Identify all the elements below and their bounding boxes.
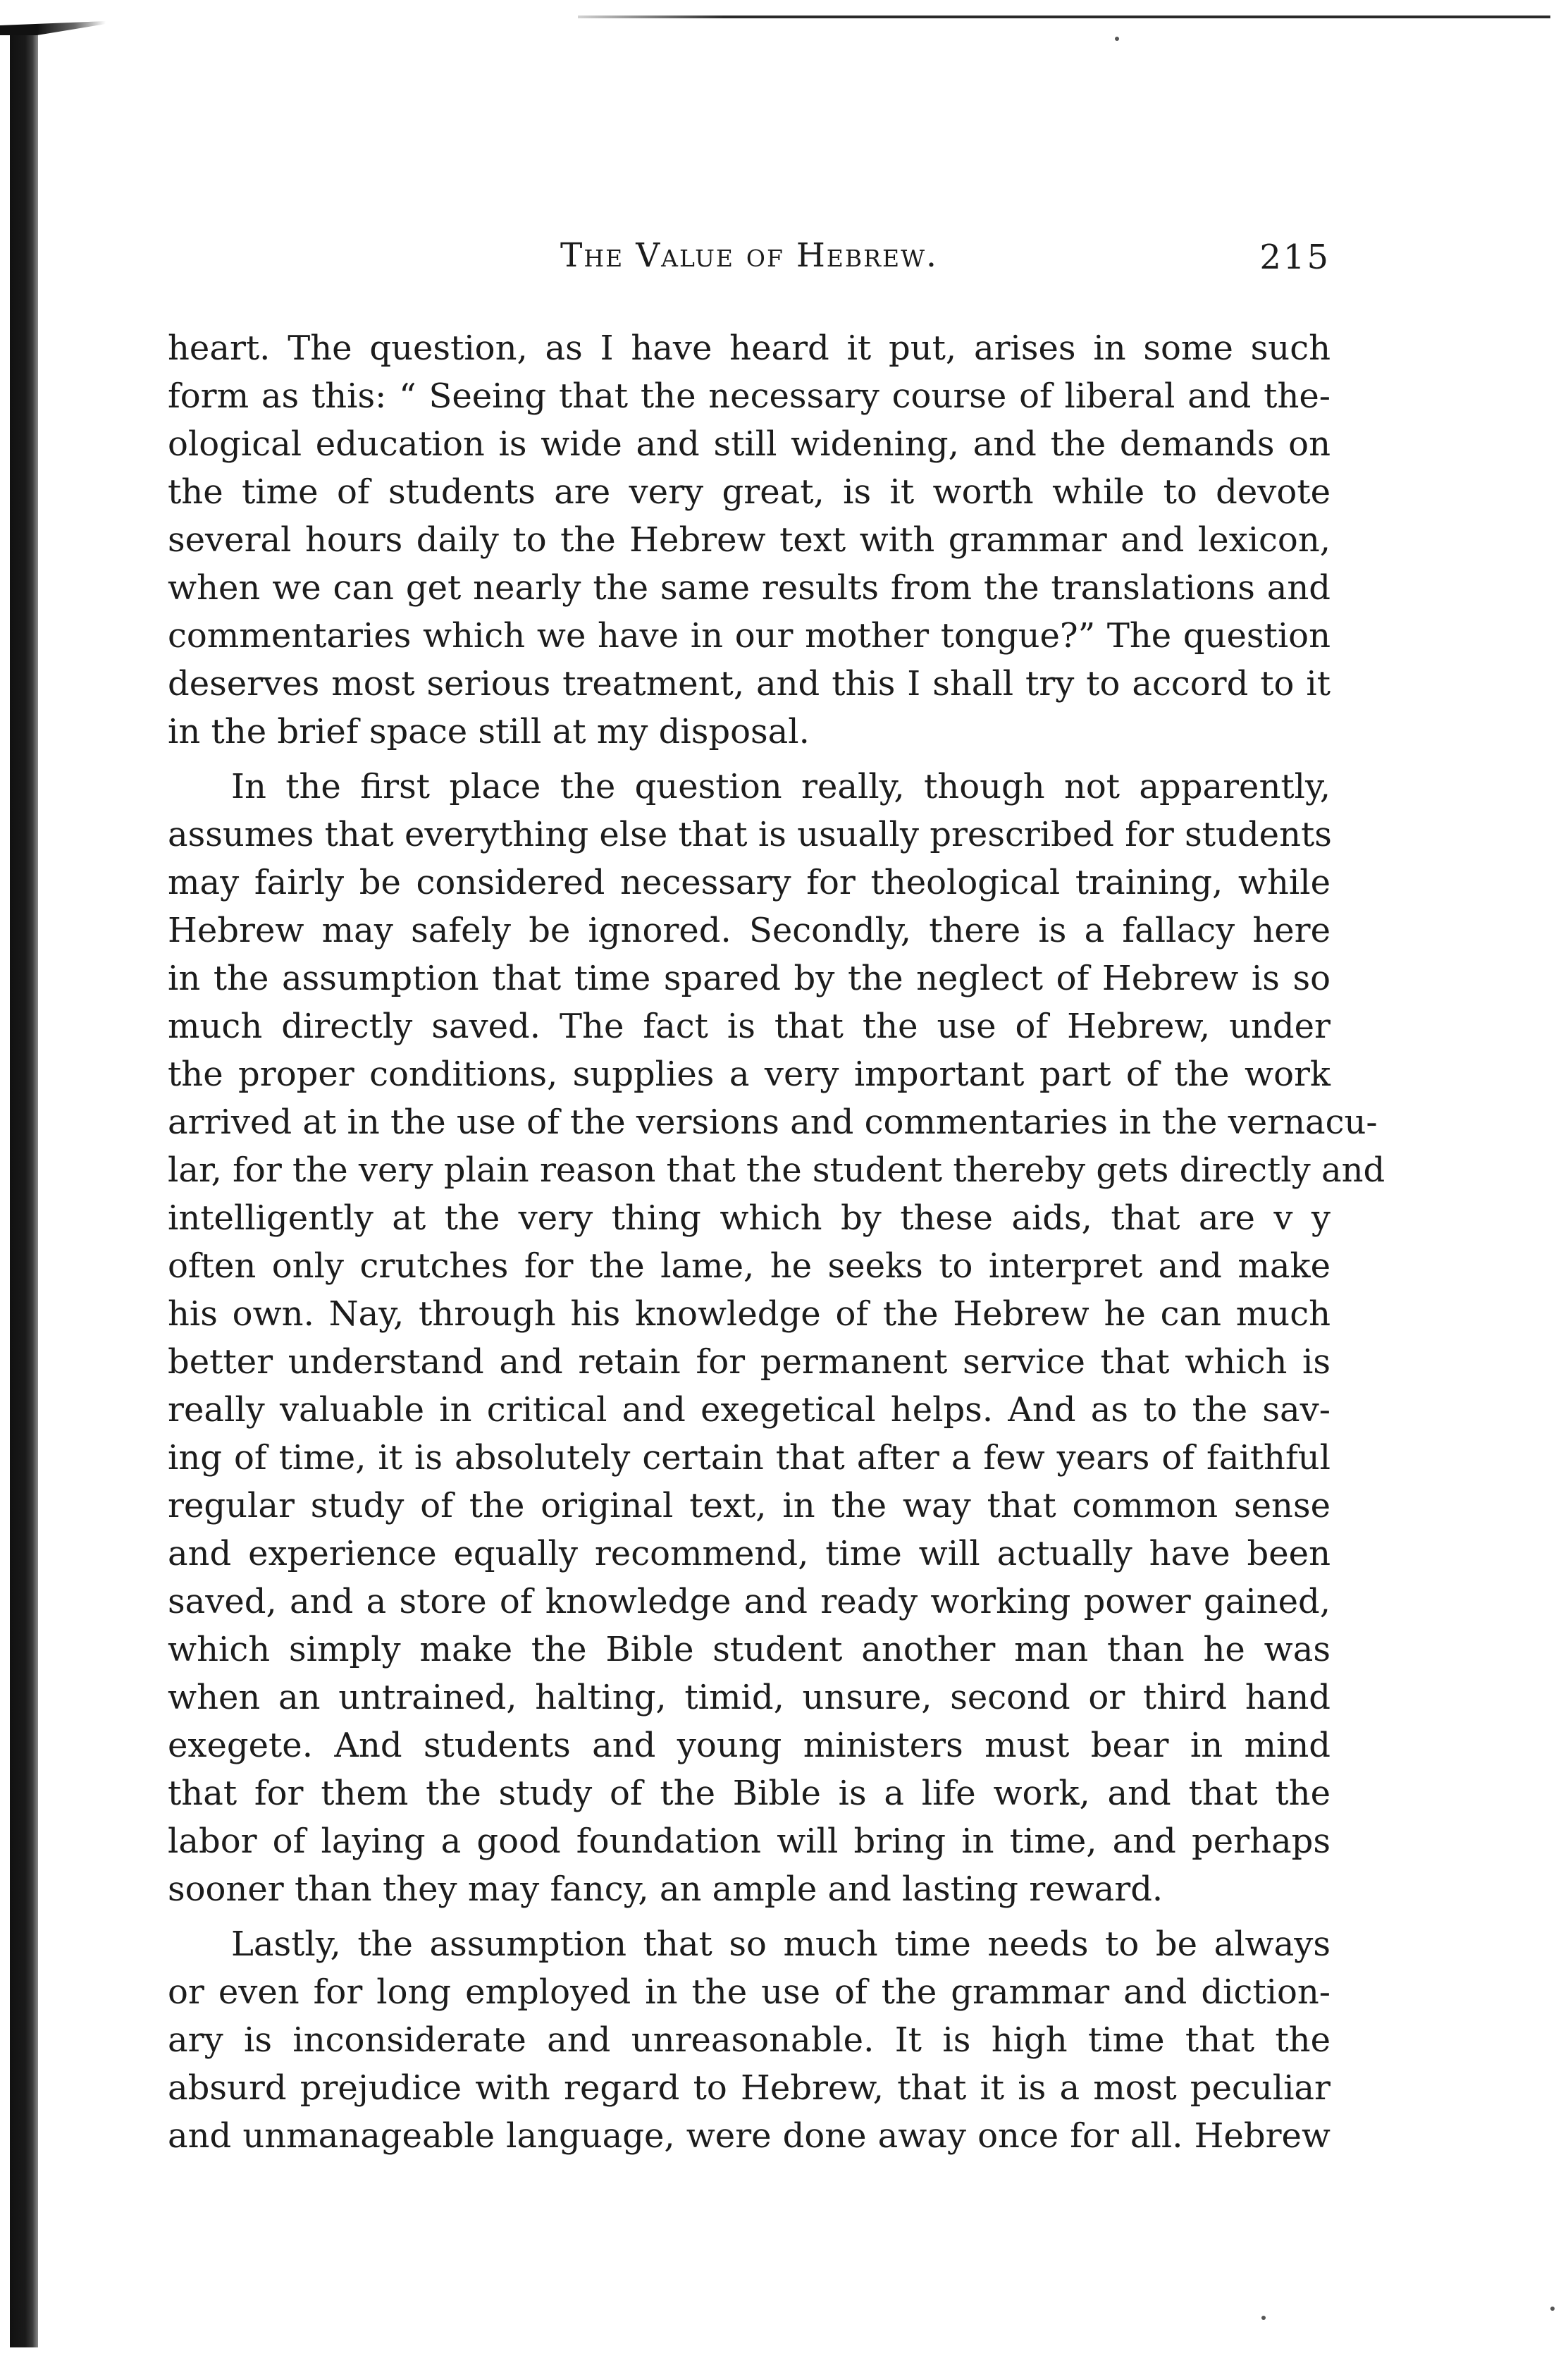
text-body [168,324,1385,2160]
text-line: exegete. And students and young ministers must bear in mind [168,1726,1331,1765]
text-line: saved, and a store of knowledge and ready working power gained, [168,1582,1331,1621]
book-binding-edge [10,28,38,2347]
text-line: really valuable in critical and exegetical helps. And as to the sav- [168,1390,1331,1430]
paragraph-gap [168,756,1331,763]
text-line: when we can get nearly the same results from the translations and [168,568,1331,608]
text-line: regular study of the original text, in the way that common sense [168,1486,1331,1525]
text-line: In the first place the question really, though not apparently, [231,767,1331,806]
paragraph-3 [168,1920,1331,2160]
text-line: labor of laying a good foundation will bring in time, and perhaps [168,1822,1331,1861]
paragraph-gap [168,1913,1331,1920]
text-line: ing of time, it is absolutely certain that after a few years of faithful [168,1438,1331,1478]
text-line: that for them the study of the Bible is a life work, and that the [168,1774,1331,1813]
text-line: ary is inconsiderate and unreasonable. It is high time that the [168,2020,1331,2060]
text-line: in the assumption that time spared by the neglect of Hebrew is so [168,959,1331,998]
text-line: and unmanageable language, were done away once for all. Hebrew [168,2116,1331,2156]
text-line: may fairly be considered necessary for theological training, while [168,863,1331,902]
text-line: assumes that everything else that is usually prescribed for students [168,815,1332,854]
text-line: ological education is wide and still widening, and the demands on [168,424,1331,464]
scan-speck [1550,2307,1555,2311]
text-line: arrived at in the use of the versions and commentaries in the vernacu- [168,1103,1378,1142]
paragraph-1 [168,324,1331,756]
text-line: and experience equally recommend, time will actually have been [168,1534,1331,1573]
text-line: the time of students are very great, is it worth while to devote [168,472,1331,512]
text-line: when an untrained, halting, timid, unsure, second or third hand [168,1678,1331,1717]
text-line: lar, for the very plain reason that the student thereby gets directly and [168,1150,1385,1190]
text-line: absurd prejudice with regard to Hebrew, that it is a most peculiar [168,2068,1331,2108]
text-line: in the brief space still at my disposal. [168,712,810,751]
text-line: Hebrew may safely be ignored. Secondly, there is a fallacy here [168,911,1331,950]
scan-speck [1261,2316,1266,2320]
text-line: Lastly, the assumption that so much time needs to be always [231,1924,1331,1964]
text-line: deserves most serious treatment, and this I shall try to accord to it [168,664,1331,704]
text-line: which simply make the Bible student another man than he was [168,1630,1331,1669]
scan-speck [1115,37,1119,41]
binding-flare [0,21,106,35]
text-line: the proper conditions, supplies a very important part of the work [168,1055,1331,1094]
text-line: better understand and retain for permanent service that which is [168,1342,1331,1382]
top-edge-rule [578,16,1550,18]
text-line: often only crutches for the lame, he seeks to interpret and make [168,1246,1331,1286]
text-line: several hours daily to the Hebrew text with grammar and lexicon, [168,520,1331,560]
page-header [168,236,1331,285]
text-line: sooner than they may fancy, an ample and lasting reward. [168,1869,1163,1909]
text-line: intelligently at the very thing which by these aids, that are v y [168,1198,1331,1238]
running-title: The Value of Hebrew. [560,236,938,275]
text-line: his own. Nay, through his knowledge of the Hebrew he can much [168,1294,1331,1334]
paragraph-2 [168,763,1385,1913]
page-number: 215 [1259,238,1331,277]
text-line: commentaries which we have in our mother tongue?” The question [168,616,1331,656]
text-line: much directly saved. The fact is that the use of Hebrew, under [168,1007,1331,1046]
text-line: heart. The question, as I have heard it put, arises in some such [168,328,1331,368]
text-line: form as this: “ Seeing that the necessary course of liberal and the- [168,376,1331,416]
text-line: or even for long employed in the use of the grammar and diction- [168,1972,1331,2012]
